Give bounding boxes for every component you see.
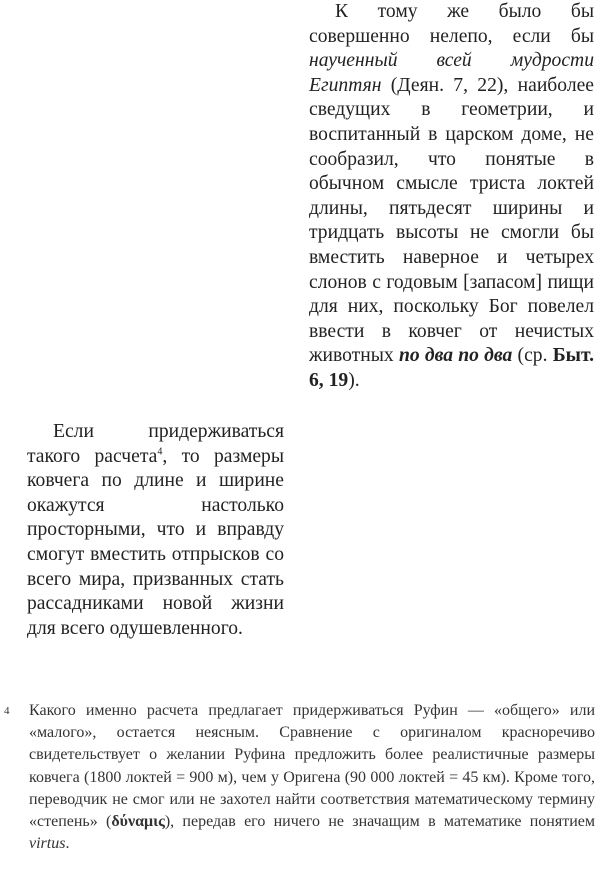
footnote: [4, 700, 596, 855]
footnote-reference[interactable]: 4: [157, 446, 163, 458]
bible-quote-italic: наученный всей мудрости Египтян: [309, 50, 594, 96]
footnote-number: 4: [4, 705, 10, 717]
paragraph-calculation: [27, 420, 284, 641]
left-column-text: [27, 420, 284, 641]
footnote-text: .: [65, 835, 70, 853]
text-run: (Деян. 7, 22), наиболее сведущих в геометрии, и воспитанный в царском доме, не сообразил, что понятые в обычном смысле триста локтей длины, пятьдесят ширины и тридцать высоты не смогли бы вместить наверное и четырех слонов с годовым [запасом] пищи для них, поскольку Бог повелел ввести в ковчег от нечистых животных: [309, 74, 594, 367]
footnote-text: ), передав его ничего не значащим в математике понятием: [164, 813, 596, 831]
scripture-reference: Быт. 6, 19: [309, 345, 595, 391]
footnote-text: Какого именно расчета предлагает придерживаться Руфин — «общего» или «малого», остается неясным. Сравнение с оригиналом красноречиво свидетельствует о желании Руфина предложить более реалистичные размеры ковчега (1800 локтей = 900 м), чем у Оригена (90 000 локтей = 45 км). Кроме того, переводчик не смог или не захотел найти соответствия математическому термину «степень» (: [29, 702, 595, 831]
text-run: , то размеры ковчега по длине и ширине окажутся настолько просторными, что и вправду смогут вместить отпрысков со всего мира, призванных стать рассадниками новой жизни для всего одушевленного.: [27, 445, 284, 639]
emphasis-bold-italic: по два по два: [398, 345, 513, 367]
greek-term: δύναμις: [111, 813, 165, 831]
text-run: Если придерживаться такого расчета: [27, 421, 284, 467]
latin-term: virtus: [29, 835, 66, 853]
paragraph-ark-size: [309, 0, 594, 394]
right-column-text: [309, 0, 594, 394]
text-run: (ср.: [512, 345, 553, 367]
text-run: ).: [348, 369, 360, 391]
text-run: К тому же было бы совершенно нелепо, если бы: [309, 1, 594, 47]
